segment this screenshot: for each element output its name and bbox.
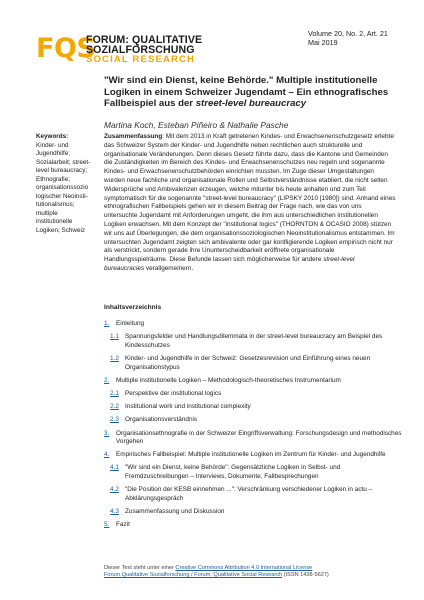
toc-entry-number-link[interactable]: 4.2 bbox=[110, 486, 119, 494]
toc-entry-text: Spannungsfelder und Handlungsdilemmata in der street-level bureaucracy am Beispiel des Kindesschutzes bbox=[125, 333, 383, 349]
toc-entry-text: Perspektive der institutional logics bbox=[125, 389, 222, 397]
toc-entry bbox=[104, 521, 404, 530]
issue-date: Mai 2019 bbox=[308, 37, 338, 47]
toc-entry bbox=[110, 464, 404, 481]
title-main: "Wir sind ein Dienst, keine Behörde." Multiple institutionelle Logiken in einem Schweizer Jugendamt – Ein ethnografisches Fallbeispiel aus der bbox=[104, 75, 389, 110]
toc-entry-number-link[interactable]: 1.2 bbox=[110, 354, 119, 362]
logo-line-3: SOCIAL RESEARCH bbox=[86, 54, 196, 65]
toc-entry-text: Empirisches Fallbeispiel: Multiple institutionelle Logiken im Zentrum für Kinder- und Jugendhilfe bbox=[116, 451, 386, 459]
toc-entry bbox=[110, 416, 404, 425]
toc-entry-number-link[interactable]: 2.2 bbox=[110, 403, 119, 411]
toc-entry bbox=[110, 390, 404, 399]
toc-entry-number-link[interactable]: 2.3 bbox=[110, 416, 119, 424]
table-of-contents bbox=[104, 320, 404, 534]
keywords-block bbox=[36, 133, 94, 235]
keywords-label: Keywords: bbox=[36, 133, 69, 140]
toc-entry-number-link[interactable]: 3. bbox=[104, 429, 110, 437]
license-link[interactable]: Creative Commons Attribution 4.0 International License bbox=[175, 565, 313, 571]
footer bbox=[104, 565, 404, 579]
logo-mark: FQS bbox=[36, 33, 96, 64]
toc-heading: Inhaltsverzeichnis bbox=[104, 304, 162, 311]
footer-prefix: Dieser Text steht unter einer bbox=[104, 565, 176, 571]
toc-entry-number-link[interactable]: 5. bbox=[104, 521, 110, 529]
toc-entry-text: Organisationsethnografie in der Schweizer Eingriffsverwaltung: Forschungsdesign und methodisches Vorgehen bbox=[116, 429, 402, 446]
keywords-text: Kinder- und Jugendhilfe; Sozialarbeit; street-level bureaucracy; Ethnografie; organisationssozio logischer Neoinsti-tutionalismus; multiple institutionelle Logiken; Schweiz bbox=[36, 141, 91, 234]
logo-line-1: FORUM: QUALITATIVE bbox=[86, 34, 203, 46]
toc-entry bbox=[110, 486, 404, 503]
toc-entry-number-link[interactable]: 4.1 bbox=[110, 464, 119, 472]
footer-license-line bbox=[104, 565, 404, 572]
article-title bbox=[104, 75, 404, 110]
toc-entry-text: Kinder- und Jugendhilfe in der Schweiz: Gesetzesrevision und Einführung eines neuen Organisationstypus bbox=[125, 354, 371, 371]
toc-entry bbox=[104, 451, 404, 460]
abstract-label: Zusammenfassung bbox=[104, 133, 163, 140]
toc-entry bbox=[104, 430, 404, 447]
toc-entry-text: "Wir sind ein Dienst, keine Behörde": Gegensätzliche Logiken in Selbst- und Fremdzuschreibungen – Interviews, Dokumente, Fallbesprechungen bbox=[125, 464, 341, 481]
toc-entry bbox=[110, 403, 404, 412]
toc-entry-text: "Die Position der KESB einnehmen ...": Verschränkung verschiedener Logiken in actu – Abklärungsgespräch bbox=[125, 486, 373, 502]
toc-entry-number-link[interactable]: 4.3 bbox=[110, 508, 119, 516]
toc-entry-text: Institutional work und institutional complexity bbox=[125, 403, 251, 411]
toc-entry bbox=[104, 320, 404, 329]
logo-wordmark bbox=[86, 35, 286, 65]
abstract-italic: street-level bureaucracies bbox=[104, 256, 355, 272]
journal-link[interactable]: Forum Qualitative Sozialforschung / Forum: Qualitative Social Research bbox=[104, 572, 283, 578]
toc-entry-number-link[interactable]: 1. bbox=[104, 320, 110, 327]
authors: Martina Koch, Esteban Piñeiro & Nathalie Pasche bbox=[104, 120, 289, 130]
issue-info bbox=[308, 30, 388, 47]
toc-entry bbox=[110, 355, 404, 372]
toc-entry-number-link[interactable]: 1.1 bbox=[110, 333, 119, 341]
toc-entry bbox=[110, 333, 404, 350]
toc-entry-number-link[interactable]: 2. bbox=[104, 376, 110, 384]
toc-entry bbox=[104, 377, 404, 386]
title-italic: street-level bureaucracy bbox=[195, 98, 307, 110]
toc-entry-text: Zusammenfassung und Diskussion bbox=[125, 508, 225, 516]
toc-entry-text: Multiple institutionelle Logiken – Methodologisch-theoretisches Instrumentarium bbox=[116, 376, 341, 384]
toc-entry bbox=[110, 508, 404, 517]
abstract-text: : Mit dem 2013 in Kraft getretenen Kindes- und Erwachsenenschutzgesetz erlebte das Schweizer System der Kinder- und Jugendhilfe neben rechtlichen auch strukturelle und organisationale Veränderungen. Denn dieses Gesetz führte dazu, dass die Kantone und Gemeinden die Zuständigkeiten im Bereich des Kindes- und Erwachsenenschutzes neu regeln und sogenannte Kindes- und Erwachsenenschutzbehörden einrichten mussten. Im Zuge dieser Umgestaltungen wurden neue fachliche und organisationale Rollen und Selbstverständnisse etabliert, die nicht selten Widersprüche und Ambivalenzen erzeugen, welche mitunter bis heute anhalten und zum Teil symptomatisch für die sogenannte "street-level bureaucracy" (LIPSKY 2010 [1980]) sind. Anhand eines ethnografischen Fallbeispiels gehen wir in diesem Beitrag der Frage nach, wie das von uns untersuchte Jugendamt mit Anforderungen umgeht, die ihm aus unterschiedlichen institutionellen Logiken erwachsen. Mit dem Konzept der "institutional logics" (THORNTON & OCASIO 2008) stützen wir uns auf Überlegungen, die dem organisationssoziologischen Neoinstitutionalismus entstammen. Im untersuchten Jugendamt zeigten sich ambivalente oder gar konfligierende Logiken empirisch nicht nur als verstrickt, sondern gerade ihre Ununterscheidbarkeit eröffnete organisationale Handlungsspielräume. Diese Befunde lassen sich möglicherweise für andere bbox=[104, 133, 396, 264]
toc-entry-text: Organisationsverständnis bbox=[125, 416, 198, 424]
toc-entry-text: Einleitung bbox=[116, 320, 145, 327]
abstract-tail: verallgemeinern. bbox=[144, 264, 194, 272]
footer-issn: (ISSN 1438-5627) bbox=[282, 572, 329, 578]
issue-volume: Volume 20, No. 2, Art. 21 bbox=[308, 29, 388, 38]
logo-line-2: SOZIALFORSCHUNG bbox=[86, 44, 195, 56]
footer-journal-line bbox=[104, 572, 404, 579]
toc-entry-number-link[interactable]: 2.1 bbox=[110, 389, 119, 397]
toc-entry-number-link[interactable]: 4. bbox=[104, 451, 110, 459]
toc-entry-text: Fazit bbox=[116, 521, 130, 529]
abstract bbox=[104, 133, 396, 274]
